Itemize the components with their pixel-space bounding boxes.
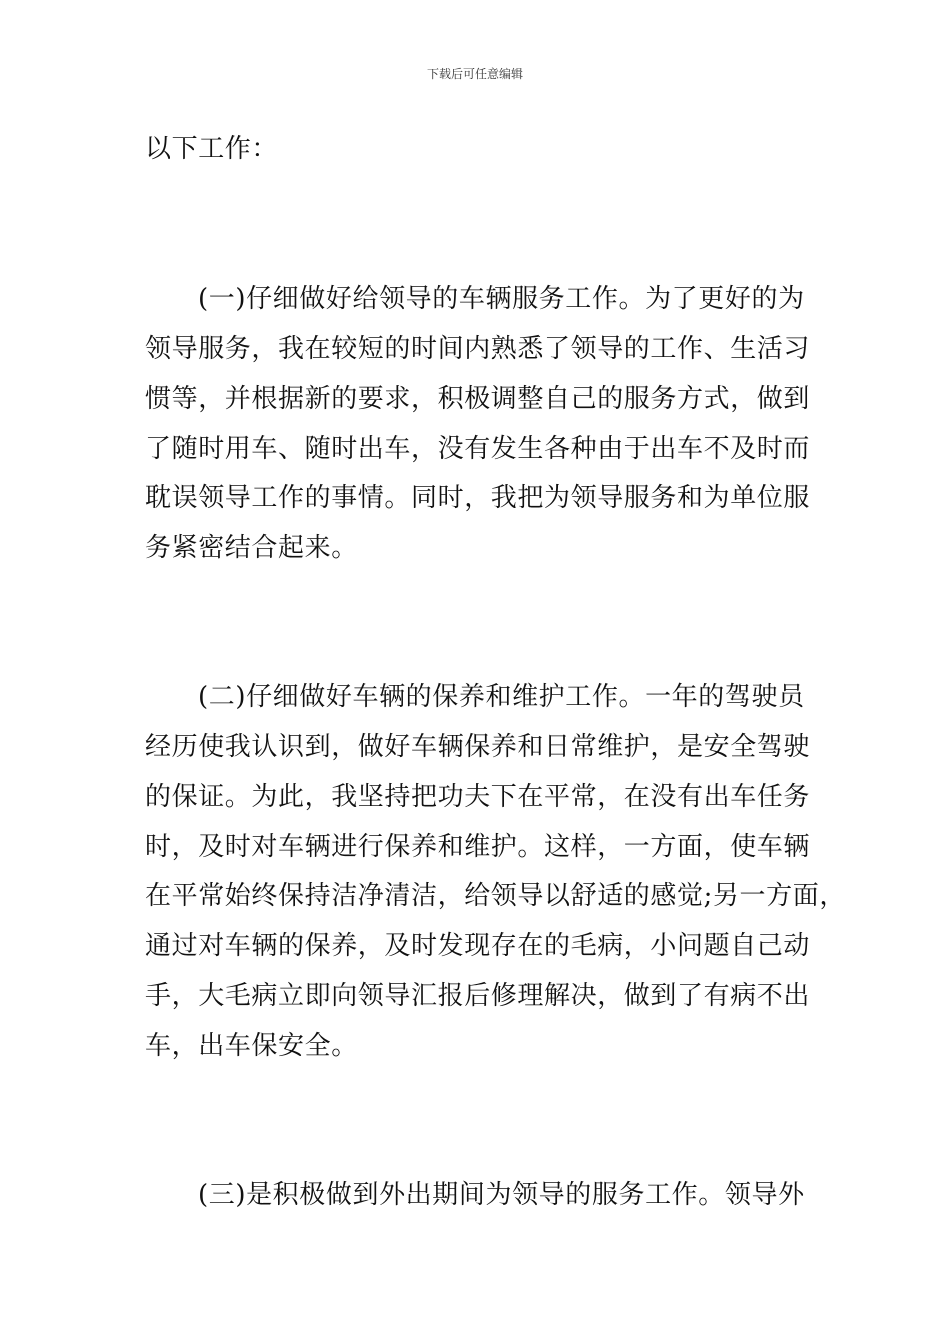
paragraph-1-line-5: 耽误领导工作的事情。同时，我把为领导服务和为单位服 <box>145 483 811 513</box>
paragraph-2-line-1: (二)仔细做好车辆的保养和维护工作。一年的驾驶员 <box>198 682 805 712</box>
paragraph-2-line-4: 时，及时对车辆进行保养和维护。这样，一方面，使车辆 <box>145 832 811 862</box>
paragraph-1-line-1: (一)仔细做好给领导的车辆服务工作。为了更好的为 <box>198 284 805 314</box>
paragraph-2-line-5: 在平常始终保持洁净清洁，给领导以舒适的感觉;另一方面， <box>145 881 846 911</box>
paragraph-1-line-2: 领导服务，我在较短的时间内熟悉了领导的工作、生活习 <box>145 334 811 364</box>
paragraph-3-line-1: (三)是积极做到外出期间为领导的服务工作。领导外 <box>198 1180 805 1210</box>
paragraph-1-line-3: 惯等，并根据新的要求，积极调整自己的服务方式，做到 <box>145 384 811 414</box>
paragraph-2-line-7: 手，大毛病立即向领导汇报后修理解决，做到了有病不出 <box>145 981 811 1011</box>
paragraph-1-line-6: 务紧密结合起来。 <box>145 533 358 563</box>
intro-line: 以下工作： <box>145 134 279 164</box>
paragraph-2-line-2: 经历使我认识到，做好车辆保养和日常维护，是安全驾驶 <box>145 732 811 762</box>
paragraph-2-line-6: 通过对车辆的保养，及时发现存在的毛病，小问题自己动 <box>145 931 811 961</box>
paragraph-1-line-4: 了随时用车、随时出车，没有发生各种由于出车不及时而 <box>145 434 811 464</box>
paragraph-2-line-3: 的保证。为此，我坚持把功夫下在平常，在没有出车任务 <box>145 782 811 812</box>
page-header: 下载后可任意编辑 <box>426 67 523 81</box>
paragraph-2-line-8: 车，出车保安全。 <box>145 1031 358 1061</box>
